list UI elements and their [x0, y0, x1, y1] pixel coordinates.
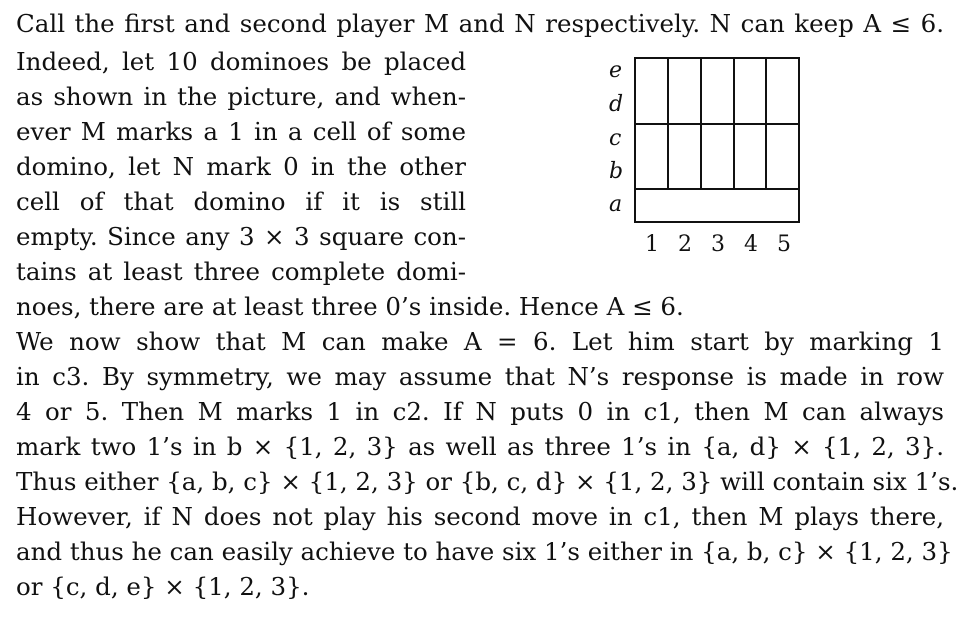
col-label-5: 5 — [777, 232, 791, 257]
text-line-8: tains at least three complete domi- — [16, 257, 466, 286]
text-line-10: We now show that M can make A = 6. Let him start by marking 1 — [16, 327, 944, 356]
text-line-9: noes, there are at least three 0’s inside. Hence A ≤ 6. — [16, 292, 684, 321]
grid-border — [635, 58, 799, 222]
col-label-2: 2 — [678, 232, 692, 257]
row-label-b: b — [609, 159, 624, 184]
row-label-d: d — [609, 92, 624, 117]
text-line-16: and thus he can easily achieve to have six 1’s either in {a, b, c} × {1, 2, 3} — [16, 537, 953, 566]
text-line-11: in c3. By symmetry, we may assume that N’s response is made in row — [16, 362, 944, 391]
text-line-14: Thus either {a, b, c} × {1, 2, 3} or {b, c, d} × {1, 2, 3} will contain six 1’s. — [16, 467, 959, 496]
text-line-1: Call the first and second player M and N respectively. N can keep A ≤ 6. — [16, 9, 944, 38]
row-label-c: c — [609, 126, 622, 151]
col-label-4: 4 — [744, 232, 758, 257]
text-line-2: Indeed, let 10 dominoes be placed — [16, 47, 466, 76]
text-line-15: However, if N does not play his second move in c1, then M plays there, — [16, 502, 944, 531]
col-label-3: 3 — [711, 232, 725, 257]
text-line-17: or {c, d, e} × {1, 2, 3}. — [16, 572, 310, 601]
text-line-5: domino, let N mark 0 in the other — [16, 152, 466, 181]
col-label-1: 1 — [645, 232, 659, 257]
text-line-6: cell of that domino if it is still — [16, 187, 466, 216]
row-label-a: a — [609, 192, 623, 217]
text-line-13: mark two 1’s in b × {1, 2, 3} as well as three 1’s in {a, d} × {1, 2, 3}. — [16, 432, 944, 461]
text-line-4: ever M marks a 1 in a cell of some — [16, 117, 466, 146]
text-line-3: as shown in the picture, and when- — [16, 82, 466, 111]
domino-grid-figure — [600, 52, 810, 272]
text-line-7: empty. Since any 3 × 3 square con- — [16, 222, 466, 251]
row-label-e: e — [609, 58, 623, 83]
text-line-12: 4 or 5. Then M marks 1 in c2. If N puts 0 in c1, then M can always — [16, 397, 944, 426]
